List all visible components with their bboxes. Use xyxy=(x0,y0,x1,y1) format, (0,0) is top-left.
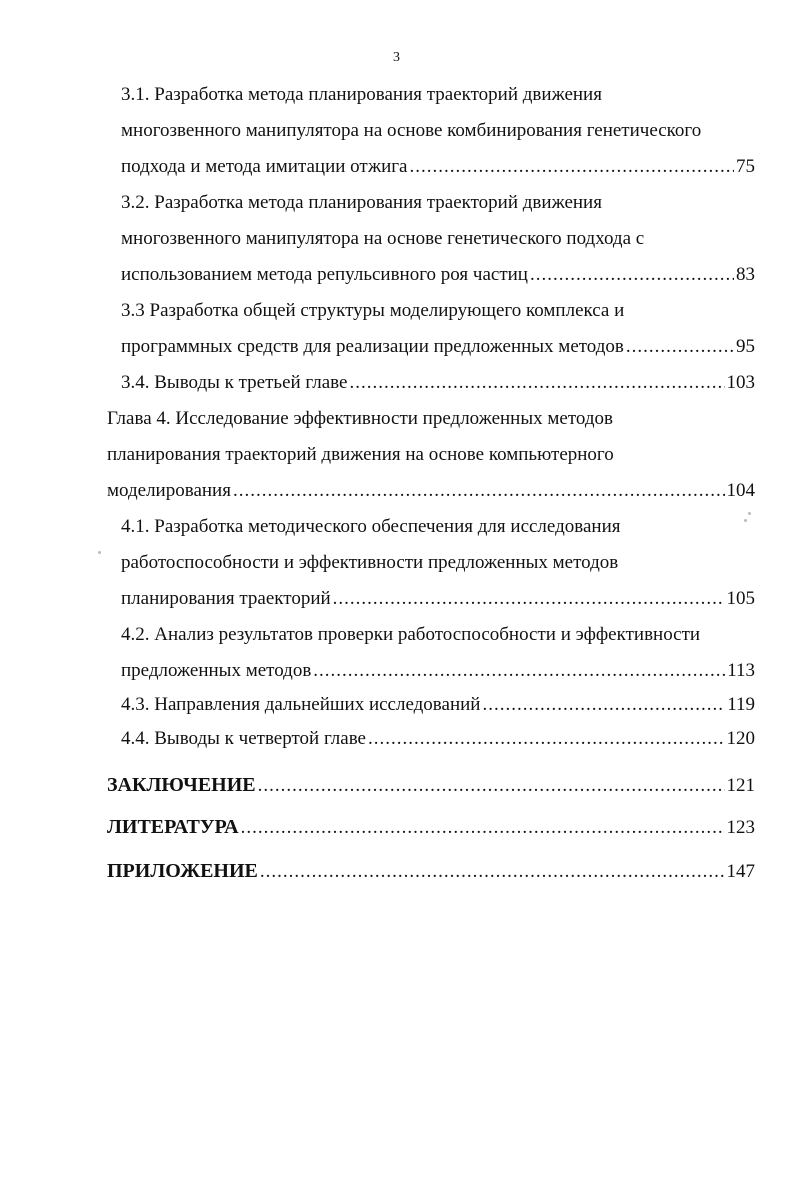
toc-entry-line: 4.2. Анализ результатов проверки работоспособности и эффективности xyxy=(121,624,701,645)
toc-entry-line: работоспособности и эффективности предложенных методов xyxy=(121,552,619,573)
toc-entry-line: многозвенного манипулятора на основе комбинирования генетического xyxy=(121,120,702,141)
toc-page-number: 121 xyxy=(726,775,755,796)
leader-dots xyxy=(530,258,734,292)
toc-entry-line: ЗАКЛЮЧЕНИЕ xyxy=(107,774,256,796)
scan-speck xyxy=(748,512,751,515)
toc-page-number: 147 xyxy=(726,861,755,882)
scan-speck xyxy=(744,519,747,522)
leader-dots xyxy=(409,150,734,184)
leader-dots xyxy=(233,474,725,508)
leader-dots xyxy=(260,855,725,889)
toc-entry-line: предложенных методов xyxy=(121,660,312,681)
toc-page-number: 119 xyxy=(727,694,755,715)
toc-page-number: 95 xyxy=(736,336,755,357)
leader-dots xyxy=(368,722,725,756)
toc-entry-line: 4.3. Направления дальнейших исследований xyxy=(121,694,481,715)
toc-entry-line: 4.1. Разработка методического обеспечения для исследования xyxy=(121,516,621,537)
leader-dots xyxy=(626,330,734,364)
toc-entry-line: Глава 4. Исследование эффективности предложенных методов xyxy=(107,408,613,429)
leader-dots xyxy=(241,811,725,845)
toc-entry-line: программных средств для реализации предложенных методов xyxy=(121,336,624,357)
toc-page-number: 103 xyxy=(726,372,755,393)
toc-entry-line: планирования траекторий xyxy=(121,588,331,609)
toc-entry-line: 3.2. Разработка метода планирования траекторий движения xyxy=(121,192,602,213)
toc-entry-line: ПРИЛОЖЕНИЕ xyxy=(107,860,258,882)
leader-dots xyxy=(258,769,725,803)
toc-entry-line: подхода и метода имитации отжига xyxy=(121,156,408,177)
toc-entry-line: 3.4. Выводы к третьей главе xyxy=(121,372,348,393)
toc-entry-line: 4.4. Выводы к четвертой главе xyxy=(121,728,366,749)
leader-dots xyxy=(333,582,725,616)
leader-dots xyxy=(482,688,725,722)
toc-entry-line: планирования траекторий движения на основе компьютерного xyxy=(107,444,614,465)
toc-entry-line: многозвенного манипулятора на основе генетического подхода с xyxy=(121,228,645,249)
leader-dots xyxy=(349,366,724,400)
toc-entry-line: 3.3 Разработка общей структуры моделирующего комплекса и xyxy=(121,300,625,321)
toc-page-number: 120 xyxy=(726,728,755,749)
toc-page-number: 75 xyxy=(736,156,755,177)
toc-page-number: 104 xyxy=(726,480,755,501)
toc-entry-line: ЛИТЕРАТУРА xyxy=(107,816,239,838)
toc-entry-line: моделирования xyxy=(107,480,231,501)
toc-page-number: 123 xyxy=(726,817,755,838)
page-number: 3 xyxy=(393,50,400,65)
toc-page-number: 83 xyxy=(736,264,755,285)
scan-speck xyxy=(98,551,101,554)
toc-entry-line: 3.1. Разработка метода планирования траекторий движения xyxy=(121,84,602,105)
toc-page-number: 105 xyxy=(726,588,755,609)
toc-page-number: 113 xyxy=(727,660,755,681)
toc-entry-line: использованием метода репульсивного роя частиц xyxy=(121,264,528,285)
leader-dots xyxy=(313,654,725,688)
